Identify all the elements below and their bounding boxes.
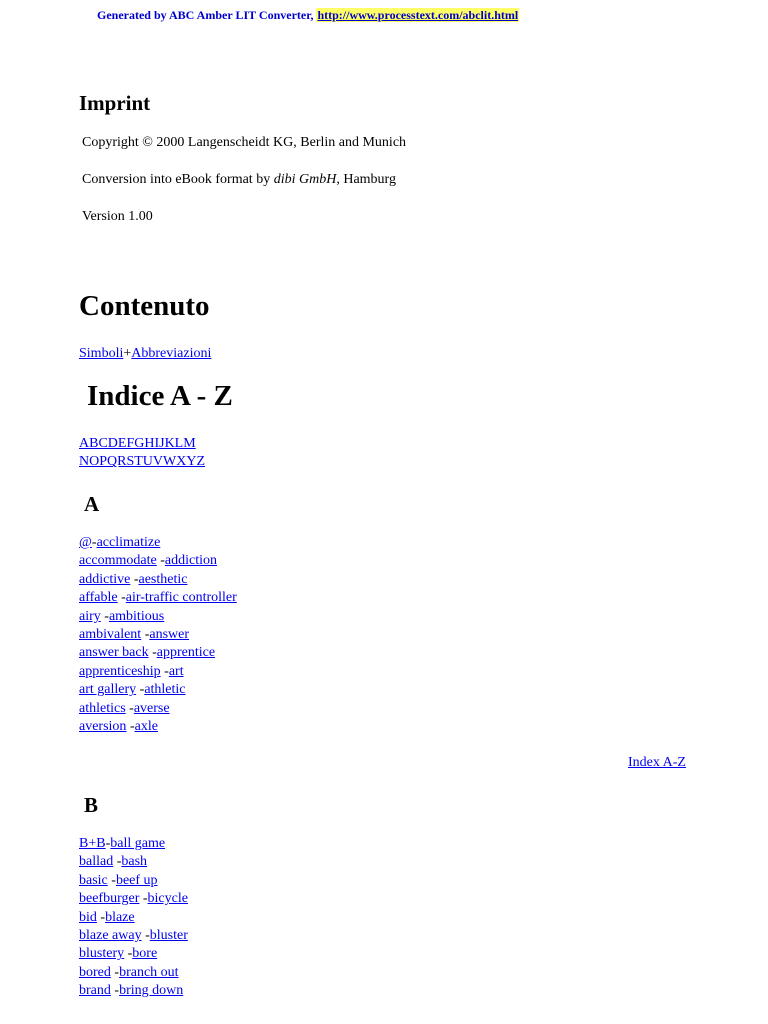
index-range-row <box>79 853 188 871</box>
conversion-company: dibi GmbH <box>273 172 337 187</box>
range-start-link[interactable]: ambivalent <box>79 627 142 643</box>
range-separator: - <box>105 836 111 851</box>
range-start-link[interactable]: @ <box>79 535 92 550</box>
generator-prefix: Generated by ABC Amber LIT Converter, <box>97 8 317 22</box>
section-b-heading: B <box>84 793 99 817</box>
index-range-row <box>79 626 237 644</box>
range-separator: - <box>117 590 126 606</box>
range-separator: - <box>107 872 116 888</box>
range-separator: - <box>136 682 145 698</box>
index-range-row <box>79 552 237 570</box>
imprint-heading: Imprint <box>79 91 151 115</box>
index-range-row <box>79 890 188 908</box>
range-end-link[interactable]: air-traffic controller <box>125 590 237 606</box>
range-end-link[interactable]: axle <box>134 719 158 735</box>
range-end-link[interactable]: ball game <box>110 836 166 851</box>
range-start-link[interactable]: answer back <box>79 645 149 661</box>
contents-heading: Contenuto <box>79 290 210 322</box>
range-separator: - <box>126 719 135 735</box>
range-separator: - <box>124 946 133 962</box>
range-start-link[interactable]: aversion <box>79 719 127 735</box>
index-range-row <box>79 534 237 552</box>
range-end-link[interactable]: art <box>168 663 184 679</box>
range-end-link[interactable]: bore <box>132 946 158 962</box>
range-end-link[interactable]: beef up <box>115 872 158 888</box>
range-end-link[interactable]: bash <box>121 854 148 870</box>
conversion-prefix: Conversion into eBook format by <box>82 172 274 187</box>
range-end-link[interactable]: acclimatize <box>96 535 161 550</box>
alphabet-link-n-z[interactable]: NOPQRSTUVWXYZ <box>79 454 205 470</box>
range-start-link[interactable]: addictive <box>79 571 131 587</box>
index-range-row <box>79 945 188 963</box>
range-start-link[interactable]: brand <box>79 983 111 999</box>
range-separator: - <box>91 535 97 550</box>
section-b-list <box>79 835 188 1001</box>
index-range-row <box>79 571 237 589</box>
range-end-link[interactable]: ambitious <box>108 608 165 624</box>
range-separator: - <box>110 983 120 999</box>
range-start-link[interactable]: accommodate <box>79 553 157 569</box>
range-start-link[interactable]: airy <box>79 608 101 624</box>
index-range-row <box>79 982 188 1000</box>
section-a-list <box>79 534 237 736</box>
range-separator: - <box>160 663 169 679</box>
range-start-link[interactable]: apprenticeship <box>79 663 161 679</box>
generator-banner <box>97 8 519 23</box>
range-start-link[interactable]: blaze away <box>79 928 142 944</box>
range-start-link[interactable]: bid <box>79 909 97 925</box>
index-range-row <box>79 681 237 699</box>
alphabet-links <box>79 435 205 472</box>
index-range-row <box>79 835 188 853</box>
index-range-row <box>79 589 237 607</box>
index-range-row <box>79 663 237 681</box>
range-separator: - <box>100 608 109 624</box>
range-end-link[interactable]: blaze <box>105 909 135 925</box>
conversion-suffix: , Hamburg <box>336 172 396 187</box>
range-end-link[interactable]: athletic <box>144 682 186 698</box>
range-end-link[interactable]: answer <box>149 627 190 643</box>
range-start-link[interactable]: beefburger <box>79 891 140 907</box>
generator-url-link[interactable]: http://www.processtext.com/abclit.html <box>317 8 519 22</box>
alphabet-link-a-m[interactable]: ABCDEFGHIJKLM <box>79 436 196 451</box>
range-end-link[interactable]: apprentice <box>156 645 216 661</box>
range-end-link[interactable]: branch out <box>119 964 179 980</box>
symbols-link[interactable]: Simboli <box>79 346 124 361</box>
range-start-link[interactable]: athletics <box>79 700 126 716</box>
index-range-row <box>79 964 188 982</box>
range-separator: - <box>96 909 106 925</box>
range-separator: - <box>141 627 150 643</box>
abbreviations-link[interactable]: Abbreviazioni <box>131 346 212 361</box>
range-start-link[interactable]: art gallery <box>79 682 137 698</box>
range-end-link[interactable]: bring down <box>119 983 184 999</box>
index-heading: Indice A - Z <box>87 380 233 412</box>
range-separator: - <box>130 571 139 587</box>
range-separator: - <box>125 700 134 716</box>
index-range-row <box>79 644 237 662</box>
contents-links <box>79 345 211 363</box>
range-start-link[interactable]: blustery <box>79 946 125 962</box>
range-end-link[interactable]: bicycle <box>147 891 188 907</box>
section-a-heading: A <box>84 492 100 516</box>
index-a-z-link[interactable]: Index A-Z <box>628 755 686 770</box>
index-range-row <box>79 927 188 945</box>
index-range-row <box>79 872 188 890</box>
range-separator: - <box>113 854 122 870</box>
range-end-link[interactable]: addiction <box>164 553 218 569</box>
range-separator: - <box>139 891 148 907</box>
range-end-link[interactable]: averse <box>133 700 170 716</box>
range-end-link[interactable]: bluster <box>149 928 188 944</box>
range-separator: - <box>148 645 157 661</box>
range-start-link[interactable]: basic <box>79 872 108 888</box>
range-separator: - <box>156 553 165 569</box>
range-separator: - <box>141 928 150 944</box>
range-start-link[interactable]: bored <box>79 964 111 980</box>
index-range-row <box>79 608 237 626</box>
index-range-row <box>79 909 188 927</box>
range-start-link[interactable]: affable <box>79 590 118 606</box>
range-start-link[interactable]: B+B <box>79 836 106 851</box>
index-range-row <box>79 718 237 736</box>
version-text: Version 1.00 <box>82 209 153 224</box>
index-range-row <box>79 700 237 718</box>
conversion-text <box>82 172 396 188</box>
copyright-text: Copyright © 2000 Langenscheidt KG, Berlin and Munich <box>82 135 407 150</box>
plus-separator: + <box>123 346 132 361</box>
range-start-link[interactable]: ballad <box>79 854 114 870</box>
range-end-link[interactable]: aesthetic <box>138 571 188 587</box>
range-separator: - <box>110 964 120 980</box>
